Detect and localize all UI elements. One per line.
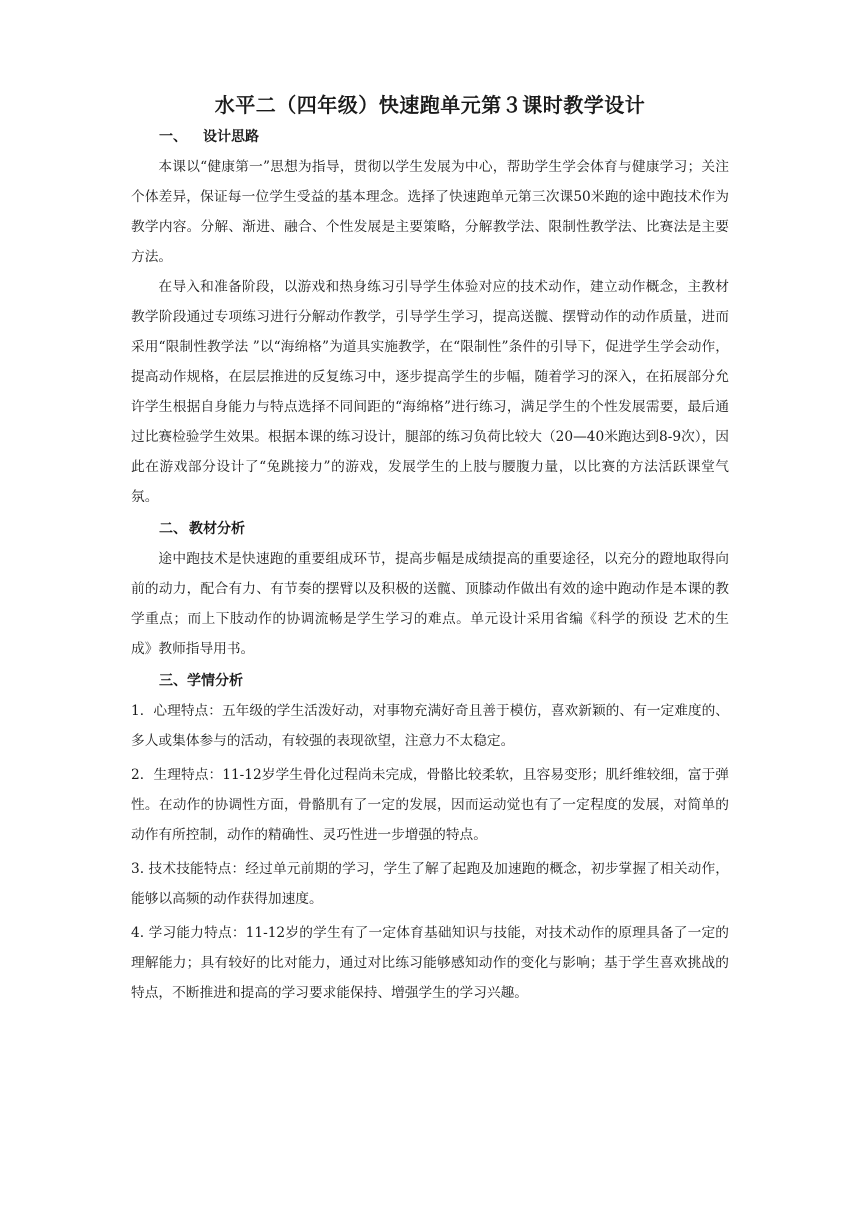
section-number: 三、 — [159, 673, 187, 689]
section-heading-design-idea — [131, 126, 729, 148]
section-title: 教材分析 — [189, 521, 245, 537]
document-title: 水平二（四年级）快速跑单元第３课时教学设计 — [214, 93, 646, 117]
paragraph: 本课以“健康第一”思想为指导，贯彻以学生发展为中心，帮助学生学会体育与健康学习；关注个体差异，保证每一位学生受益的基本理念。选择了快速跑单元第三次课50米跑的途中跑技术作为教学内容。分解、渐进、融合、个性发展是主要策略，分解教学法、限制性教学法、比赛法是主要方法。 — [131, 159, 729, 265]
section-title: 设计思路 — [203, 129, 259, 145]
list-item: 4. 学习能力特点：11-12岁的学生有了一定体育基础知识与技能，对技术动作的原理具备了一定的理解能力；具有较好的比对能力，通过对比练习能够感知动作的变化与影响；基于学生喜欢挑战的特点，不断推进和提高的学习要求能保持、增强学生的学习兴趣。 — [131, 925, 729, 1001]
section-number: 一、 — [159, 129, 187, 145]
section-title: 学情分析 — [187, 673, 243, 689]
list-item: 1．心理特点：五年级的学生活泼好动，对事物充满好奇且善于模仿，喜欢新颖的、有一定难度的、多人或集体参与的活动，有较强的表现欲望，注意力不太稳定。 — [131, 703, 729, 749]
section-heading-material-analysis — [131, 518, 729, 540]
section-number: 二、 — [159, 521, 187, 537]
paragraph: 在导入和准备阶段，以游戏和热身练习引导学生体验对应的技术动作，建立动作概念，主教材教学阶段通过专项练习进行分解动作教学，引导学生学习，提高送髋、摆臂动作的动作质量，进而采用“限制性教学法 ”以“海绵格”为道具实施教学，在“限制性”条件的引导下，促进学生学会动作，提高动作规格，在层层推进的反复练习中，逐步提高学生的步幅，随着学习的深入，在拓展部分允许学生根据自身能力与特点选择不同间距的“海绵格”进行练习，满足学生的个性发展需要，最后通过比赛检验学生效果。根据本课的练习设计，腿部的练习负荷比较大（20—40米跑达到8-9次），因此在游戏部分设计了“兔跳接力”的游戏，发展学生的上肢与腰腹力量，以比赛的方法活跃课堂气氛。 — [131, 279, 729, 505]
list-item: 2．生理特点：11-12岁学生骨化过程尚未完成，骨骼比较柔软，且容易变形；肌纤维较细，富于弹性。在动作的协调性方面，骨骼肌有了一定的发展，因而运动觉也有了一定程度的发展，对简单的动作有所控制，动作的精确性、灵巧性进一步增强的特点。 — [131, 767, 729, 843]
document-page — [131, 90, 729, 1008]
paragraph: 途中跑技术是快速跑的重要组成环节，提高步幅是成绩提高的重要途径，以充分的蹬地取得向前的动力，配合有力、有节奏的摆臂以及积极的送髋、顶膝动作做出有效的途中跑动作是本课的教学重点；而上下肢动作的协调流畅是学生学习的难点。单元设计采用省编《科学的预设 艺术的生成》教师指导用书。 — [131, 551, 729, 657]
list-item: 3. 技术技能特点：经过单元前期的学习，学生了解了起跑及加速跑的概念，初步掌握了相关动作，能够以高频的动作获得加速度。 — [131, 861, 729, 907]
section-heading-student-analysis — [131, 670, 729, 692]
